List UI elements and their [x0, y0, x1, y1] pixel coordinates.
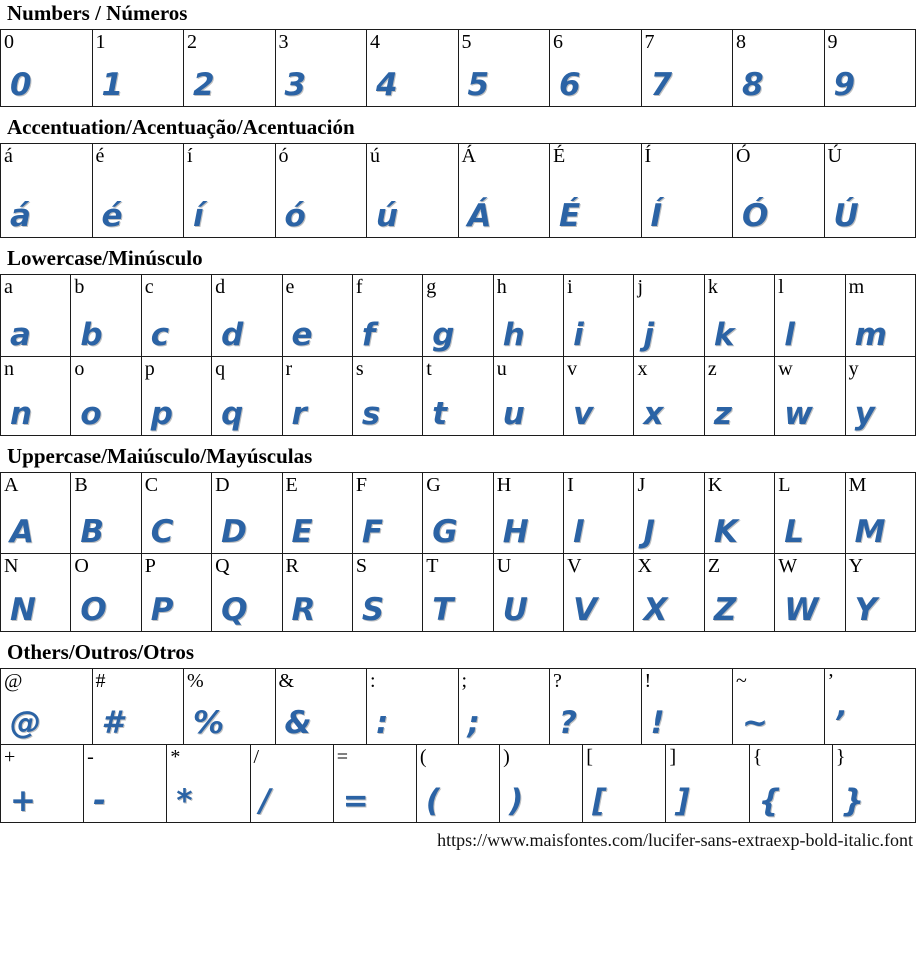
- font-glyph: m: [854, 317, 887, 354]
- glyph-cell: [423, 357, 493, 436]
- reference-character: =: [336, 746, 348, 769]
- glyph-cell: [283, 473, 353, 554]
- font-glyph: 5: [467, 67, 490, 104]
- reference-character: d: [215, 276, 226, 299]
- glyph-cell: [494, 473, 564, 554]
- reference-character: V: [567, 555, 582, 578]
- reference-character: -: [87, 746, 94, 769]
- glyph-cell: [1, 357, 71, 436]
- font-glyph: ’: [833, 705, 846, 742]
- reference-character: ): [503, 746, 510, 769]
- reference-character: É: [553, 145, 566, 168]
- reference-character: é: [95, 145, 105, 168]
- font-glyph: Í: [650, 198, 663, 235]
- font-glyph: z: [713, 396, 732, 433]
- font-glyph: %: [193, 705, 225, 742]
- font-glyph: í: [193, 198, 204, 235]
- font-glyph: S: [361, 592, 385, 629]
- glyph-cell: [142, 554, 212, 632]
- glyph-cell: [276, 30, 368, 107]
- font-glyph: :: [376, 705, 389, 742]
- section-title: Others/Outros/Otros: [7, 640, 195, 665]
- reference-character: Q: [215, 555, 230, 578]
- glyph-cell: [733, 669, 825, 745]
- reference-character: a: [4, 276, 13, 299]
- glyph-cell: [353, 275, 423, 357]
- reference-character: {: [752, 746, 763, 769]
- glyph-cell: [167, 745, 250, 823]
- glyph-cell: [212, 473, 282, 554]
- font-page-url: https://www.maisfontes.com/lucifer-sans-extraexp-bold-italic.font: [437, 830, 913, 851]
- font-glyph: j: [643, 317, 655, 354]
- reference-character: q: [215, 358, 226, 381]
- reference-character: m: [848, 276, 865, 299]
- reference-character: +: [4, 746, 16, 769]
- glyph-cell: [494, 554, 564, 632]
- reference-character: S: [355, 555, 368, 578]
- font-glyph: Ú: [833, 198, 859, 235]
- reference-character: ;: [461, 670, 468, 693]
- font-glyph: 8: [742, 67, 764, 104]
- glyph-cell: [93, 144, 185, 238]
- glyph-cell: [564, 357, 634, 436]
- font-glyph: ;: [467, 705, 480, 742]
- reference-character: [: [586, 746, 593, 769]
- reference-character: 5: [461, 31, 472, 54]
- glyph-cell: [733, 30, 825, 107]
- glyph-cell: [733, 144, 825, 238]
- glyph-table-row: [0, 668, 916, 745]
- reference-character: p: [144, 358, 155, 381]
- reference-character: !: [644, 670, 652, 693]
- font-glyph: J: [643, 514, 655, 551]
- font-glyph: G: [432, 514, 458, 551]
- font-glyph: Á: [467, 198, 492, 235]
- reference-character: K: [707, 474, 723, 497]
- font-glyph: ú: [376, 198, 399, 235]
- glyph-cell: [550, 669, 642, 745]
- glyph-cell: [423, 275, 493, 357]
- font-glyph: v: [573, 396, 594, 433]
- glyph-cell: [705, 473, 775, 554]
- glyph-cell: [459, 669, 551, 745]
- font-glyph: +: [10, 783, 36, 820]
- font-glyph: B: [80, 514, 105, 551]
- font-glyph: 6: [559, 67, 581, 104]
- reference-character: B: [74, 474, 88, 497]
- reference-character: ]: [669, 746, 677, 769]
- glyph-cell: [825, 669, 916, 745]
- font-glyph: !: [650, 705, 665, 742]
- reference-character: Y: [848, 555, 864, 578]
- reference-character: ó: [278, 145, 289, 168]
- glyph-table-row: [0, 472, 916, 554]
- font-glyph: C: [150, 514, 174, 551]
- font-glyph: 2: [193, 67, 215, 104]
- glyph-cell: [353, 357, 423, 436]
- reference-character: %: [187, 670, 204, 693]
- glyph-cell: [84, 745, 167, 823]
- reference-character: t: [426, 358, 432, 381]
- font-glyph: X: [643, 592, 668, 629]
- specimen-sections: [0, 2, 916, 823]
- reference-character: 3: [278, 31, 289, 54]
- glyph-cell: [1, 745, 84, 823]
- reference-character: ~: [736, 670, 747, 693]
- glyph-cell: [846, 554, 916, 632]
- glyph-cell: [184, 30, 276, 107]
- reference-character: á: [4, 145, 13, 168]
- font-glyph: &: [284, 705, 312, 742]
- reference-character: /: [253, 746, 260, 769]
- reference-character: N: [4, 555, 19, 578]
- glyph-table-row: [0, 745, 916, 823]
- font-glyph: e: [291, 317, 313, 354]
- reference-character: L: [778, 474, 791, 497]
- glyph-cell: [367, 669, 459, 745]
- font-glyph: t: [432, 396, 448, 433]
- glyph-cell: [142, 275, 212, 357]
- glyph-cell: [367, 30, 459, 107]
- font-glyph: é: [101, 198, 123, 235]
- glyph-cell: [212, 554, 282, 632]
- reference-character: 7: [644, 31, 655, 54]
- font-glyph: d: [221, 317, 244, 354]
- section-title: Lowercase/Minúsculo: [7, 246, 203, 271]
- glyph-cell: [846, 357, 916, 436]
- glyph-cell: [1, 473, 71, 554]
- glyph-cell: [142, 473, 212, 554]
- font-glyph: L: [784, 514, 804, 551]
- glyph-cell: [564, 554, 634, 632]
- glyph-cell: [550, 144, 642, 238]
- font-glyph: D: [221, 514, 247, 551]
- reference-character: X: [637, 555, 652, 578]
- glyph-cell: [494, 357, 564, 436]
- font-glyph: E: [291, 514, 313, 551]
- glyph-cell: [705, 275, 775, 357]
- glyph-cell: [71, 275, 141, 357]
- glyph-cell: [276, 144, 368, 238]
- glyph-cell: [71, 357, 141, 436]
- font-glyph: Z: [713, 592, 737, 629]
- reference-character: 6: [553, 31, 563, 54]
- glyph-table-row: [0, 29, 916, 107]
- reference-character: 2: [187, 31, 197, 54]
- glyph-cell: [1, 554, 71, 632]
- reference-character: Ó: [736, 145, 751, 168]
- reference-character: C: [144, 474, 159, 497]
- reference-character: í: [187, 145, 193, 168]
- font-glyph: o: [80, 396, 102, 433]
- font-glyph: 3: [284, 67, 307, 104]
- font-glyph: M: [854, 514, 886, 551]
- reference-character: Á: [461, 145, 476, 168]
- font-glyph: c: [150, 317, 170, 354]
- glyph-cell: [276, 669, 368, 745]
- font-glyph: [: [592, 783, 607, 820]
- reference-character: }: [835, 746, 846, 769]
- font-glyph: ): [509, 783, 524, 820]
- font-glyph: /: [259, 783, 271, 820]
- reference-character: W: [778, 555, 798, 578]
- reference-character: Z: [707, 555, 721, 578]
- font-glyph: -: [93, 783, 107, 820]
- font-glyph: s: [361, 396, 381, 433]
- reference-character: I: [567, 474, 574, 497]
- font-glyph: P: [150, 592, 174, 629]
- reference-character: (: [419, 746, 427, 769]
- glyph-cell: [334, 745, 417, 823]
- reference-character: :: [370, 670, 376, 693]
- reference-character: M: [848, 474, 867, 497]
- font-glyph: F: [361, 514, 384, 551]
- glyph-cell: [775, 357, 845, 436]
- font-glyph: k: [713, 317, 735, 354]
- font-glyph: g: [432, 317, 455, 354]
- font-glyph: {: [758, 783, 781, 820]
- reference-character: h: [496, 276, 507, 299]
- reference-character: ú: [370, 145, 380, 168]
- font-glyph: T: [432, 592, 454, 629]
- glyph-cell: [1, 669, 93, 745]
- glyph-cell: [583, 745, 666, 823]
- font-glyph: 1: [101, 67, 124, 104]
- reference-character: E: [285, 474, 298, 497]
- glyph-table-row: [0, 143, 916, 238]
- reference-character: 9: [827, 31, 838, 54]
- glyph-cell: [634, 473, 704, 554]
- glyph-cell: [184, 144, 276, 238]
- reference-character: i: [567, 276, 573, 299]
- font-glyph: *: [176, 783, 193, 820]
- glyph-cell: [564, 275, 634, 357]
- reference-character: k: [707, 276, 718, 299]
- reference-character: g: [426, 276, 437, 299]
- reference-character: 8: [736, 31, 746, 54]
- font-glyph: w: [784, 396, 813, 433]
- glyph-cell: [642, 144, 734, 238]
- font-glyph: É: [559, 198, 581, 235]
- glyph-cell: [846, 473, 916, 554]
- section-title: Numbers / Números: [7, 1, 188, 25]
- reference-character: 0: [4, 31, 14, 54]
- reference-character: ’: [827, 670, 835, 693]
- glyph-cell: [825, 30, 916, 107]
- reference-character: n: [4, 358, 14, 381]
- reference-character: J: [637, 474, 646, 497]
- glyph-cell: [283, 275, 353, 357]
- glyph-cell: [459, 144, 551, 238]
- reference-character: D: [215, 474, 230, 497]
- reference-character: r: [285, 358, 293, 381]
- font-glyph: n: [10, 396, 33, 433]
- font-glyph: H: [502, 514, 529, 551]
- font-glyph: O: [80, 592, 107, 629]
- reference-character: A: [4, 474, 19, 497]
- font-glyph: =: [342, 783, 369, 820]
- glyph-cell: [184, 669, 276, 745]
- glyph-cell: [367, 144, 459, 238]
- glyph-cell: [1, 30, 93, 107]
- reference-character: #: [95, 670, 106, 693]
- glyph-cell: [825, 144, 916, 238]
- font-glyph: N: [10, 592, 36, 629]
- glyph-cell: [71, 473, 141, 554]
- font-glyph: p: [150, 396, 173, 433]
- font-glyph: 0: [10, 67, 32, 104]
- font-glyph: Y: [854, 592, 878, 629]
- reference-character: z: [707, 358, 717, 381]
- reference-character: e: [285, 276, 295, 299]
- reference-character: ?: [553, 670, 562, 693]
- font-glyph: (: [425, 783, 441, 820]
- glyph-cell: [251, 745, 334, 823]
- font-glyph: y: [854, 396, 875, 433]
- glyph-cell: [634, 357, 704, 436]
- font-glyph: u: [502, 396, 525, 433]
- reference-character: u: [496, 358, 507, 381]
- font-glyph: l: [784, 317, 795, 354]
- font-glyph: K: [713, 514, 738, 551]
- reference-character: b: [74, 276, 85, 299]
- glyph-cell: [500, 745, 583, 823]
- glyph-cell: [494, 275, 564, 357]
- font-glyph: ]: [675, 783, 690, 820]
- reference-character: 4: [370, 31, 380, 54]
- reference-character: c: [144, 276, 154, 299]
- glyph-cell: [423, 554, 493, 632]
- reference-character: H: [496, 474, 512, 497]
- glyph-cell: [846, 275, 916, 357]
- glyph-cell: [642, 669, 734, 745]
- font-glyph: a: [10, 317, 31, 354]
- font-glyph: f: [361, 317, 376, 354]
- glyph-cell: [283, 357, 353, 436]
- font-glyph: I: [573, 514, 585, 551]
- font-glyph: h: [502, 317, 525, 354]
- font-glyph: x: [643, 396, 664, 433]
- reference-character: F: [355, 474, 368, 497]
- font-glyph: Ó: [742, 198, 769, 235]
- font-glyph: 7: [650, 67, 673, 104]
- reference-character: y: [848, 358, 859, 381]
- font-glyph: @: [10, 705, 41, 742]
- reference-character: Ú: [827, 145, 842, 168]
- glyph-cell: [1, 275, 71, 357]
- reference-character: x: [637, 358, 648, 381]
- glyph-cell: [634, 554, 704, 632]
- reference-character: j: [637, 276, 644, 299]
- font-glyph: U: [502, 592, 528, 629]
- glyph-table-row: [0, 357, 916, 436]
- reference-character: s: [355, 358, 364, 381]
- font-glyph: q: [221, 396, 244, 433]
- glyph-cell: [142, 357, 212, 436]
- font-glyph: 4: [376, 67, 398, 104]
- glyph-table-row: [0, 274, 916, 357]
- section-title: Uppercase/Maiúsculo/Mayúsculas: [7, 444, 313, 469]
- font-glyph: Q: [221, 592, 248, 629]
- font-glyph: R: [291, 592, 316, 629]
- font-glyph: á: [10, 198, 31, 235]
- font-glyph: ó: [284, 198, 306, 235]
- glyph-cell: [1, 144, 93, 238]
- reference-character: &: [278, 670, 295, 693]
- reference-character: *: [170, 746, 181, 769]
- font-glyph: ?: [559, 705, 577, 742]
- glyph-cell: [666, 745, 749, 823]
- glyph-table-row: [0, 554, 916, 632]
- glyph-cell: [93, 30, 185, 107]
- font-glyph: #: [101, 705, 124, 742]
- glyph-cell: [283, 554, 353, 632]
- glyph-cell: [353, 554, 423, 632]
- reference-character: o: [74, 358, 85, 381]
- glyph-cell: [775, 275, 845, 357]
- section-title: Accentuation/Acentuação/Acentuación: [7, 115, 355, 140]
- glyph-cell: [833, 745, 916, 823]
- reference-character: w: [778, 358, 793, 381]
- font-glyph: V: [573, 592, 598, 629]
- glyph-cell: [93, 669, 185, 745]
- glyph-cell: [212, 357, 282, 436]
- reference-character: G: [426, 474, 441, 497]
- glyph-cell: [550, 30, 642, 107]
- reference-character: R: [285, 555, 299, 578]
- glyph-cell: [750, 745, 833, 823]
- reference-character: f: [355, 276, 363, 299]
- reference-character: T: [426, 555, 439, 578]
- glyph-cell: [775, 554, 845, 632]
- reference-character: v: [567, 358, 578, 381]
- glyph-cell: [634, 275, 704, 357]
- glyph-cell: [705, 357, 775, 436]
- glyph-cell: [353, 473, 423, 554]
- reference-character: O: [74, 555, 89, 578]
- font-glyph: i: [573, 317, 584, 354]
- glyph-cell: [71, 554, 141, 632]
- font-glyph: b: [80, 317, 103, 354]
- glyph-cell: [212, 275, 282, 357]
- glyph-cell: [642, 30, 734, 107]
- glyph-cell: [417, 745, 500, 823]
- reference-character: U: [496, 555, 512, 578]
- font-glyph: W: [784, 592, 819, 629]
- reference-character: @: [4, 670, 23, 693]
- font-glyph: 9: [833, 67, 856, 104]
- font-glyph: A: [10, 514, 34, 551]
- reference-character: l: [778, 276, 784, 299]
- font-glyph: }: [841, 783, 864, 820]
- glyph-cell: [459, 30, 551, 107]
- reference-character: Í: [644, 145, 652, 168]
- glyph-cell: [775, 473, 845, 554]
- font-glyph: r: [291, 396, 307, 433]
- reference-character: 1: [95, 31, 106, 54]
- glyph-cell: [564, 473, 634, 554]
- reference-character: P: [144, 555, 156, 578]
- font-glyph: ~: [742, 705, 768, 742]
- glyph-cell: [423, 473, 493, 554]
- glyph-cell: [705, 554, 775, 632]
